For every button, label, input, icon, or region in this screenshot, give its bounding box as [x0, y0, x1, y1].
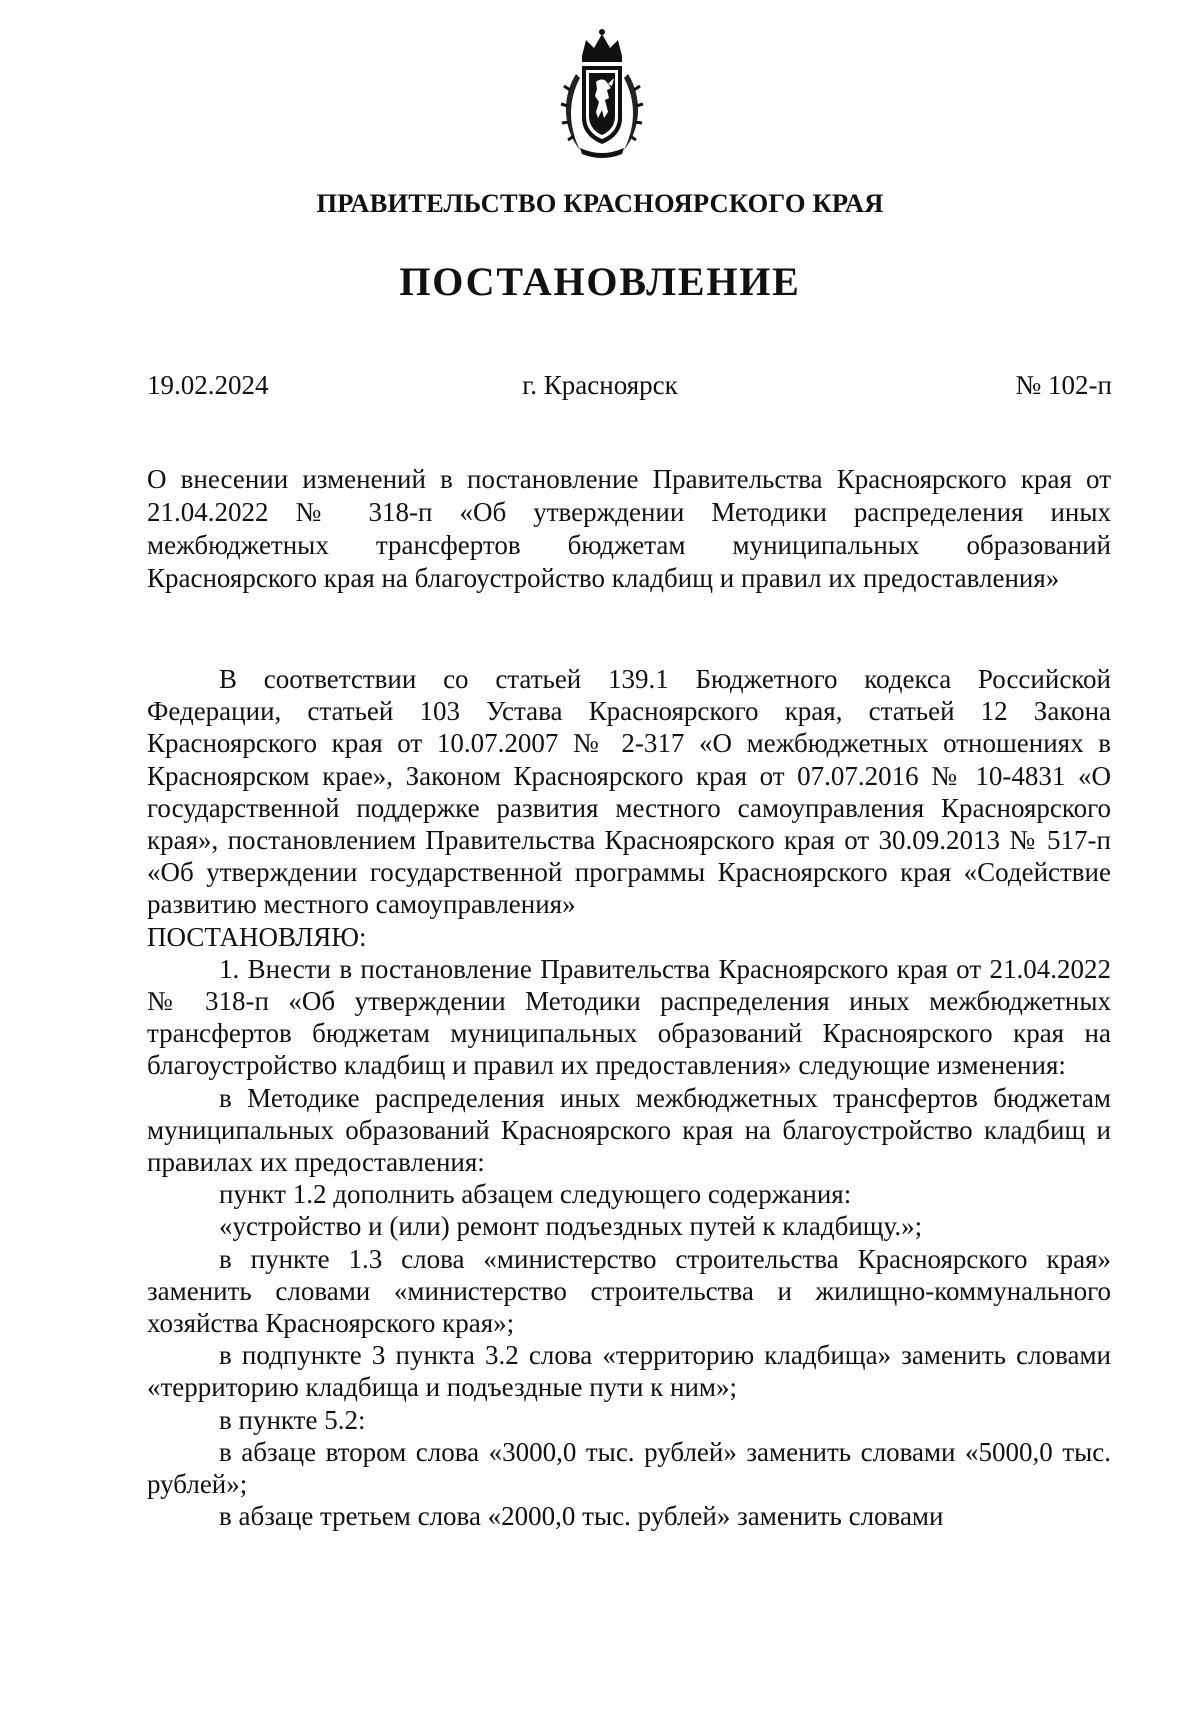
- body-paragraph-8: в абзаце втором слова «3000,0 тыс. рублей» заменить словами «5000,0 тыс. рублей»;: [147, 1436, 1111, 1500]
- body-paragraph-9: в абзаце третьем слова «2000,0 тыс. рублей» заменить словами: [219, 1501, 944, 1532]
- decree-word: ПОСТАНОВЛЯЮ:: [147, 921, 367, 952]
- body-paragraph-1: 1. Внести в постановление Правительства Красноярского края от 21.04.2022 № 318-п «Об утверждении Методики распределения иных межбюджетных трансфертов бюджетам муниципальных образований Красноярского края на благоустройство кладбищ и правил их предоставления» следующие изменения:: [147, 953, 1111, 1081]
- document-subject: О внесении изменений в постановление Правительства Красноярского края от 21.04.2022 № 318-п «Об утверждении Методики распределения иных межбюджетных трансфертов бюджетам муниципальных образований Красноярского края на благоустройство кладбищ и правил их предоставления»: [147, 464, 1111, 593]
- preamble-paragraph: В соответствии со статьей 139.1 Бюджетного кодекса Российской Федерации, статьей 103 Устава Красноярского края, статьей 12 Закона Красноярского края от 10.07.2007 № 2-317 «О межбюджетных отношениях в Красноярском крае», Законом Красноярского края от 07.07.2016 № 10-4831 «О государственной поддержке развития местного самоуправления Красноярского края», постановлением Правительства Красноярского края от 30.09.2013 № 517-п «Об утверждении государственной программы Красноярского края «Содействие развитию местного самоуправления»: [147, 664, 1111, 920]
- coat-of-arms-icon: [556, 26, 648, 162]
- body-paragraph-6: в подпункте 3 пункта 3.2 слова «территорию кладбища» заменить словами «территорию кладбища и подъездные пути к ним»;: [147, 1340, 1111, 1403]
- body-paragraph-3: пункт 1.2 дополнить абзацем следующего содержания:: [219, 1179, 852, 1210]
- body-paragraph-2: в Методике распределения иных межбюджетных трансфертов бюджетам муниципальных образований Красноярского края на благоустройство кладбищ и правилах их предоставления:: [147, 1082, 1111, 1178]
- body-paragraph-7: в пункте 5.2:: [219, 1404, 366, 1435]
- document-date: 19.02.2024: [147, 370, 269, 400]
- document-type-title: ПОСТАНОВЛЕНИЕ: [399, 259, 801, 304]
- body-paragraph-5: в пункте 1.3 слова «министерство строительства Красноярского края» заменить словами «министерство строительства и жилищно-коммунального хозяйства Красноярского края»;: [147, 1243, 1111, 1339]
- body-paragraph-4: «устройство и (или) ремонт подъездных путей к кладбищу.»;: [219, 1211, 923, 1242]
- document-city: г. Красноярск: [522, 370, 678, 400]
- document-body: [147, 663, 1111, 1532]
- document-number: № 102-п: [1015, 370, 1112, 400]
- organization-title: ПРАВИТЕЛЬСТВО КРАСНОЯРСКОГО КРАЯ: [316, 188, 884, 218]
